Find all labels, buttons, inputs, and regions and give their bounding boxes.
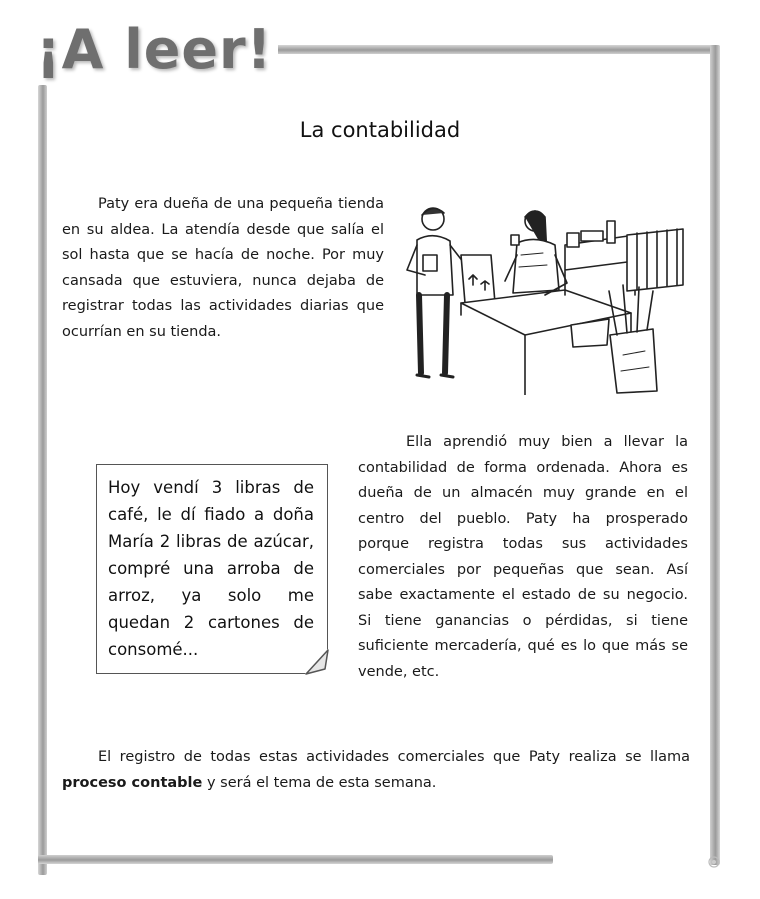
paragraph-growth: Ella aprendió muy bien a llevar la contabilidad de forma ordenada. Ahora es dueña de un almacén muy grande en el centro del pueblo. Paty ha prosperado porque registra todas sus actividades comerciales por pequeñas que sean. Así sabe exactamente el estado de su negocio. Si tiene ganancias o pérdidas, si tiene suficiente mercadería, qué es lo que más se vende, etc.	[358, 434, 688, 680]
section-heading: ¡A leer!	[32, 18, 278, 82]
paragraph-intro: Paty era dueña de una pequeña tienda en su aldea. La atendía desde que salía el sol hasta que se hacía de noche. Por muy cansada que estuviera, nunca dejaba de registrar todas las actividades diarias que ocurrían en su tienda.	[62, 196, 384, 340]
page-title: La contabilidad	[299, 118, 461, 142]
corner-mark-icon	[706, 854, 722, 870]
sticky-note-text: Hoy vendí 3 libras de café, le dí fiado a doña María 2 libras de azúcar, compré una arroba de arroz, ya solo me quedan 2 cartones de consomé...	[108, 478, 314, 659]
frame-bottom-border	[38, 855, 553, 864]
frame-right-border	[710, 45, 720, 865]
frame-left-border	[38, 85, 47, 875]
conclusion-bold-term: proceso contable	[62, 774, 203, 791]
conclusion-text-end: y será el tema de esta semana.	[202, 774, 437, 791]
frame-top-border	[250, 45, 720, 54]
conclusion-text-start: El registro de todas estas actividades comerciales que Paty realiza se llama	[98, 749, 690, 765]
paragraph-conclusion	[62, 745, 690, 796]
shop-scene-illustration	[395, 195, 695, 395]
